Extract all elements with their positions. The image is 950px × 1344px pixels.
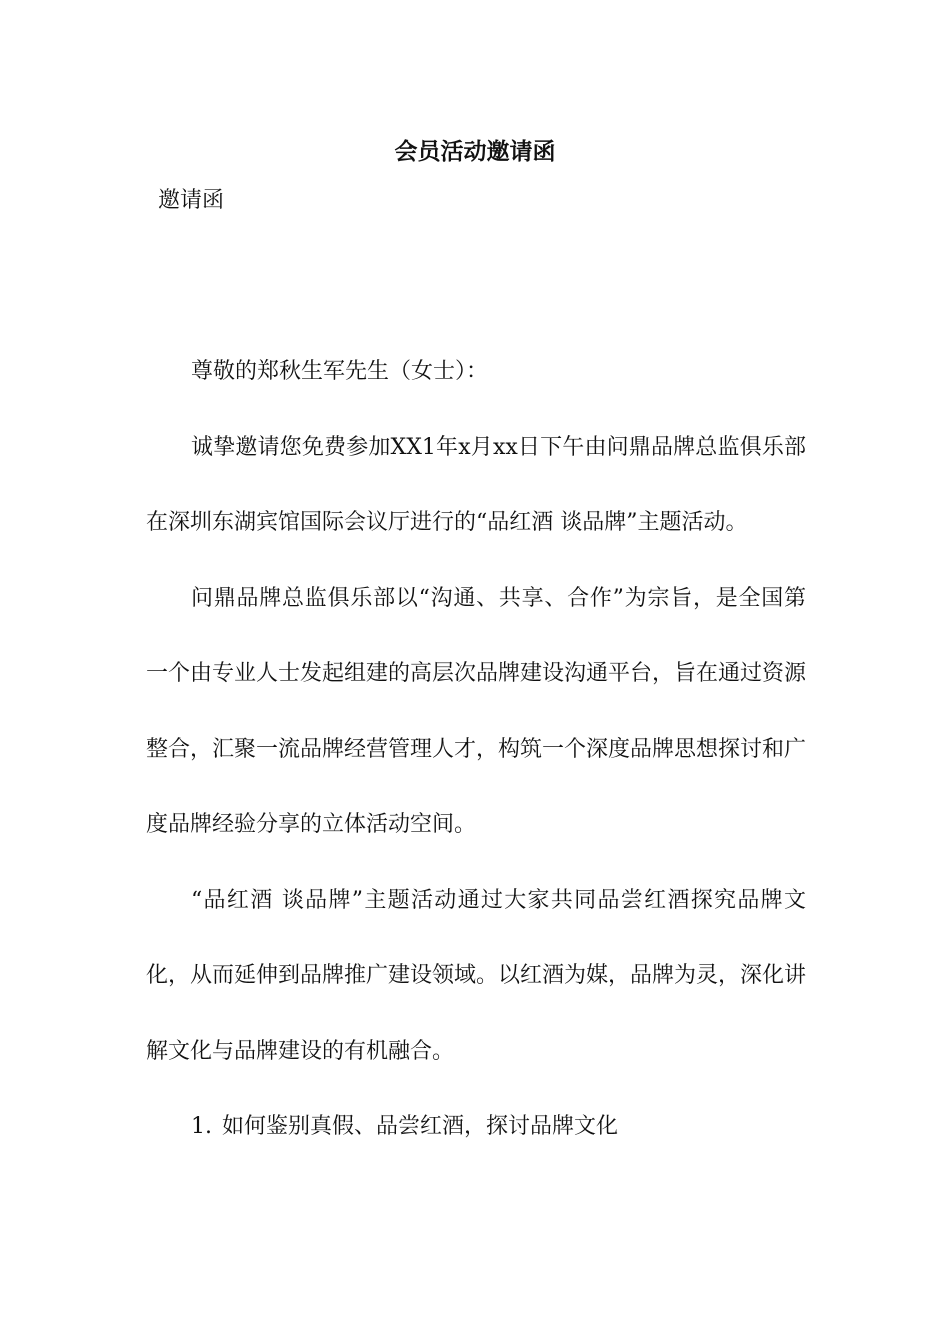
- list-item-text: 如何鉴别真假、品尝红酒，探讨品牌文化: [222, 1114, 619, 1139]
- salutation: 尊敬的郑秋生军先生（女士）：: [191, 359, 489, 384]
- paragraph-invitation: 诚挚邀请您免费参加XX1年x月xx日下午由问鼎品牌总监俱乐部在深圳东湖宾馆国际会议厅进行的“品红酒 谈品牌”主题活动。: [146, 434, 806, 535]
- paragraph-event-intro: “品红酒 谈品牌”主题活动通过大家共同品尝红酒探究品牌文化，从而延伸到品牌推广建设领域。以红酒为媒，品牌为灵，深化讲解文化与品牌建设的有机融合。: [146, 887, 807, 1064]
- paragraph-club-intro: 问鼎品牌总监俱乐部以“沟通、共享、合作”为宗旨，是全国第一个由专业人士发起组建的高层次品牌建设沟通平台，旨在通过资源整合，汇聚一流品牌经营管理人才，构筑一个深度品牌思想探讨和广度品牌经验分享的立体活动空间。: [146, 585, 807, 837]
- document-title: 会员活动邀请函: [394, 139, 556, 165]
- list-item: [146, 1089, 806, 1165]
- letter-body: [146, 334, 806, 1165]
- document-subtitle: 邀请函: [158, 188, 225, 213]
- list-item-number: 1.: [191, 1114, 212, 1139]
